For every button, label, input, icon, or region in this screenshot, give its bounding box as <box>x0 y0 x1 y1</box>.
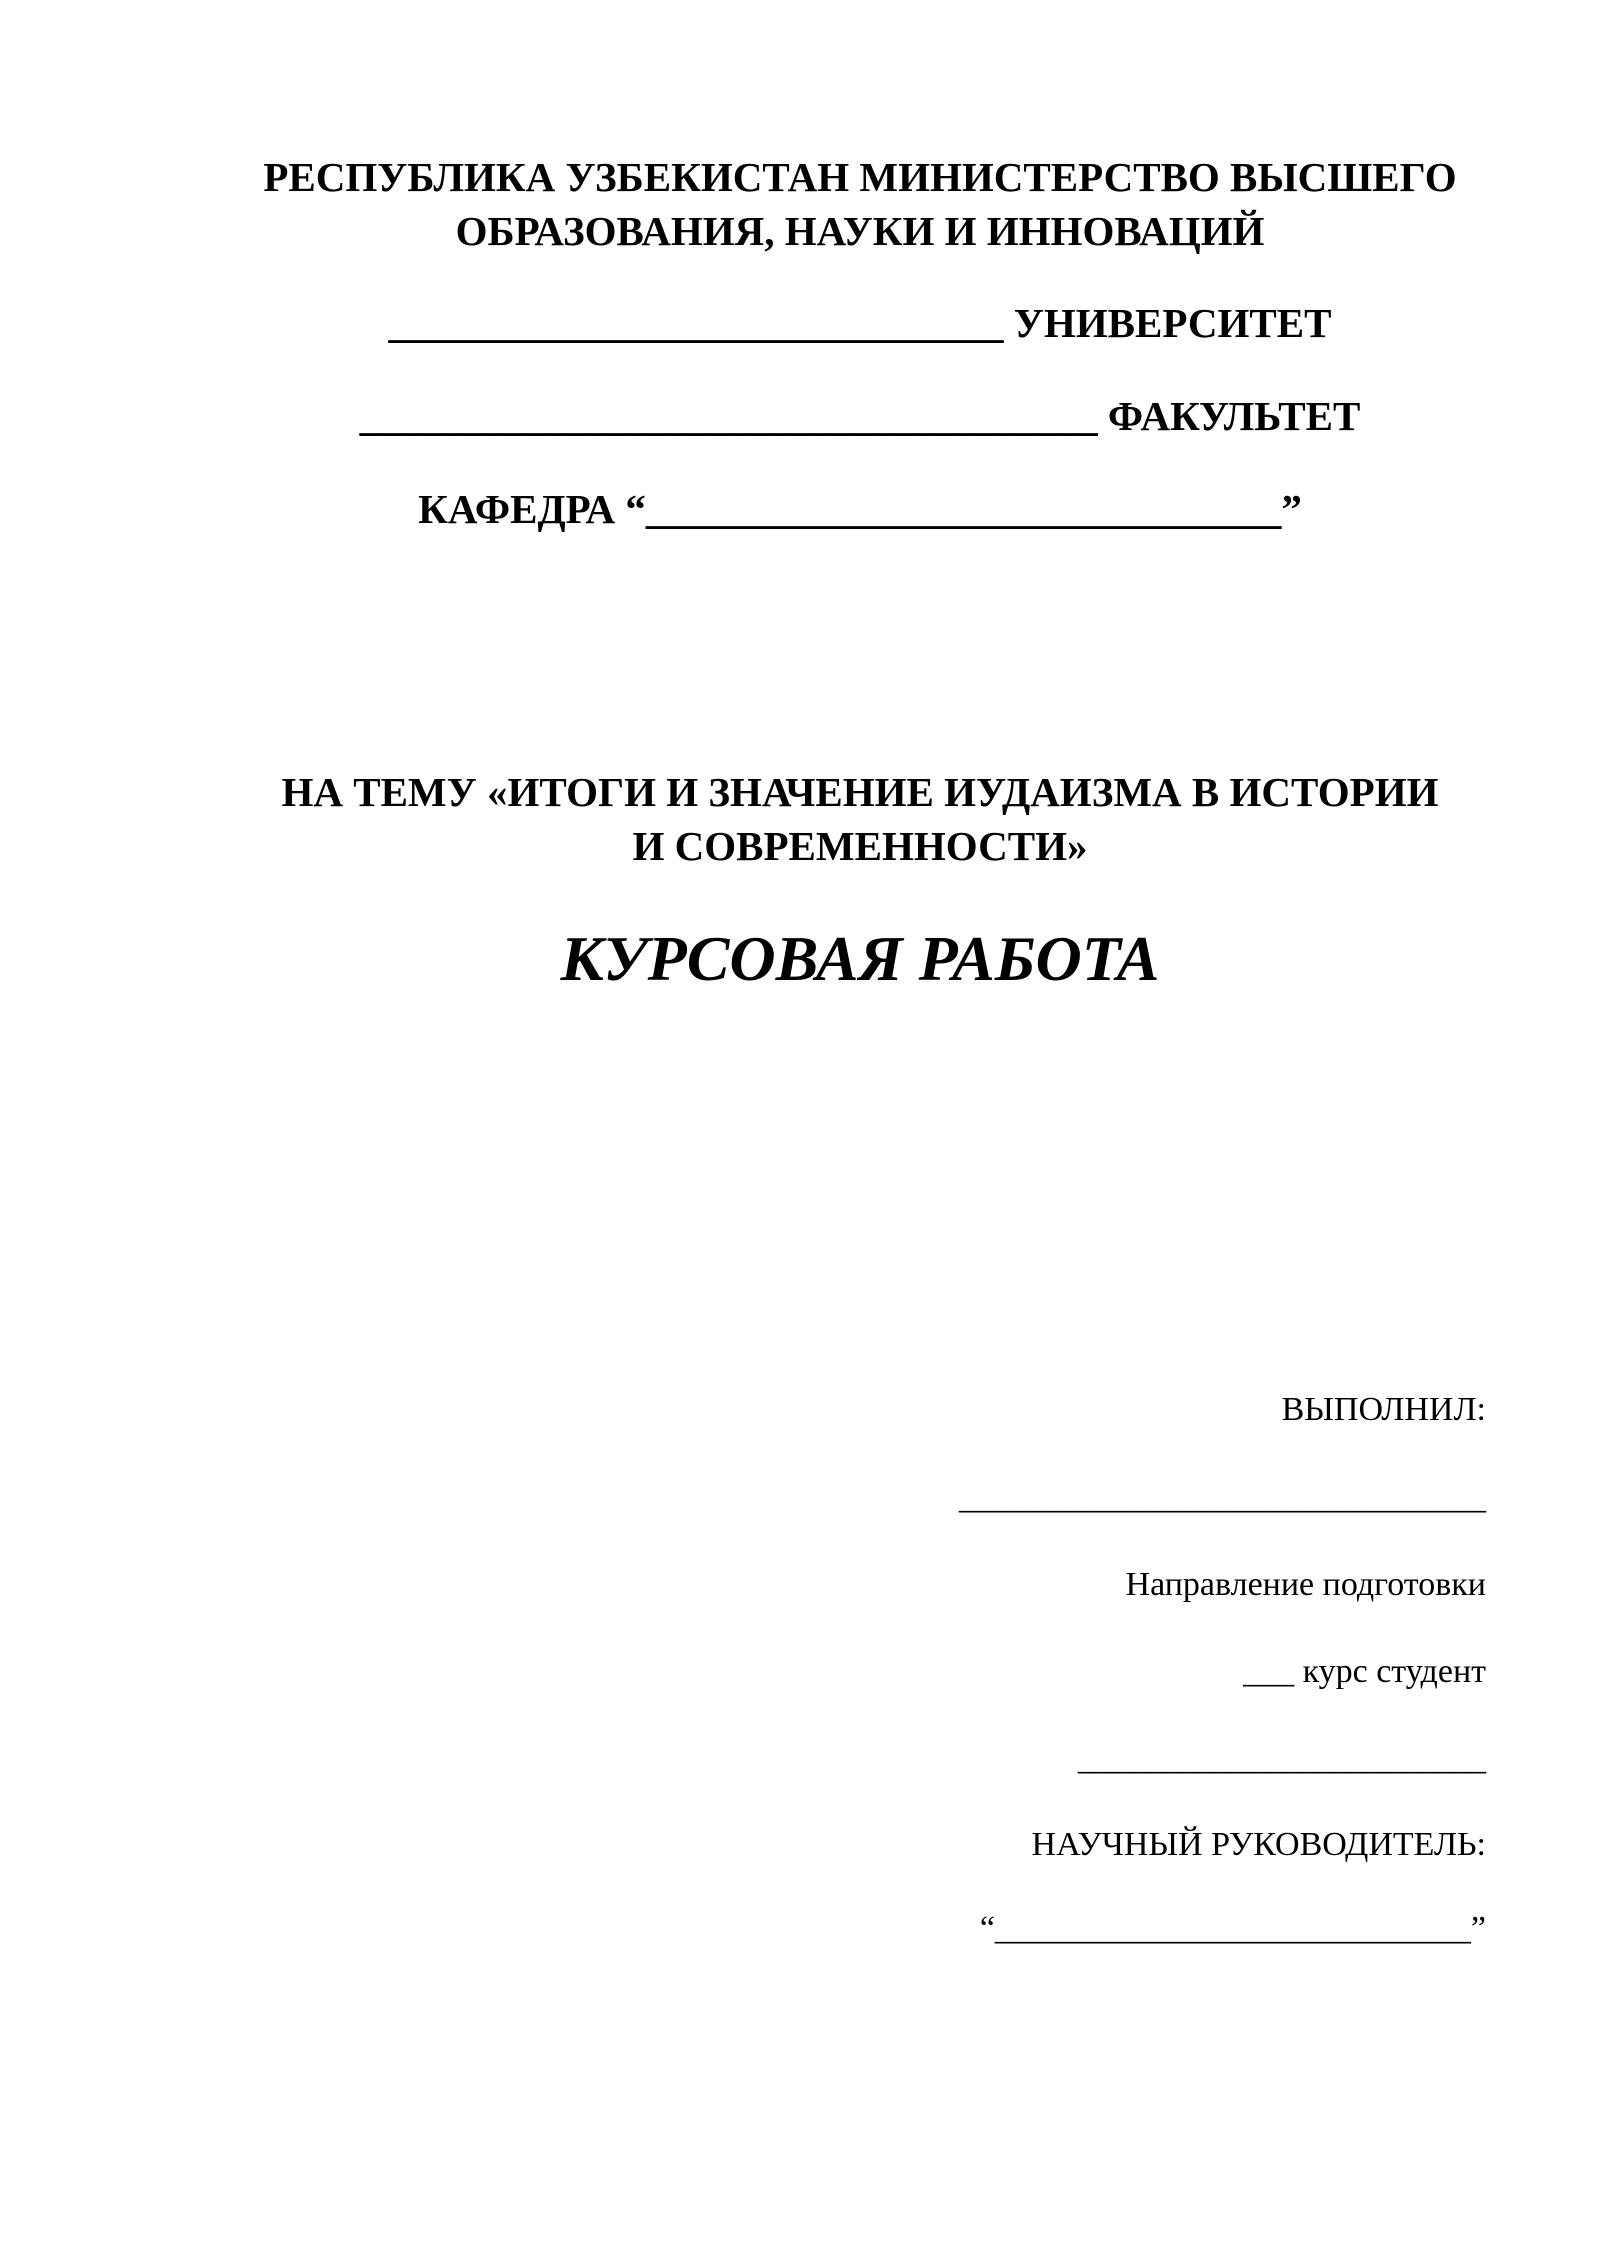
performed-by-label: ВЫПОЛНИЛ: <box>1281 1391 1486 1428</box>
supervisor-label: НАУЧНЫЙ РУКОВОДИТЕЛЬ: <box>1031 1826 1486 1863</box>
topic-line-2: И СОВРЕМЕННОСТИ» <box>632 823 1088 869</box>
supervisor-blank: “____________________________” <box>979 1910 1486 1947</box>
student-name-blank: _______________________________ <box>959 1479 1486 1516</box>
faculty-line: ____________________________________ ФАКУЛЬТЕТ <box>359 393 1361 439</box>
ministry-line-1: РЕСПУБЛИКА УЗБЕКИСТАН МИНИСТЕРСТВО ВЫСШЕГО <box>263 154 1457 200</box>
ministry-line-2: ОБРАЗОВАНИЯ, НАУКИ И ИННОВАЦИЙ <box>455 208 1265 254</box>
document-type-title: КУРСОВАЯ РАБОТА <box>560 923 1160 994</box>
department-line: КАФЕДРА “_______________________________” <box>418 486 1302 532</box>
topic-line-1: НА ТЕМУ «ИТОГИ И ЗНАЧЕНИЕ ИУДАИЗМА В ИСТОРИИ <box>281 769 1439 815</box>
course-student-label: ___ курс студент <box>1243 1653 1486 1690</box>
student-blank: ________________________ <box>1078 1740 1486 1777</box>
university-line: ______________________________ УНИВЕРСИТЕТ <box>388 300 1332 346</box>
direction-label: Направление подготовки <box>1125 1566 1486 1603</box>
